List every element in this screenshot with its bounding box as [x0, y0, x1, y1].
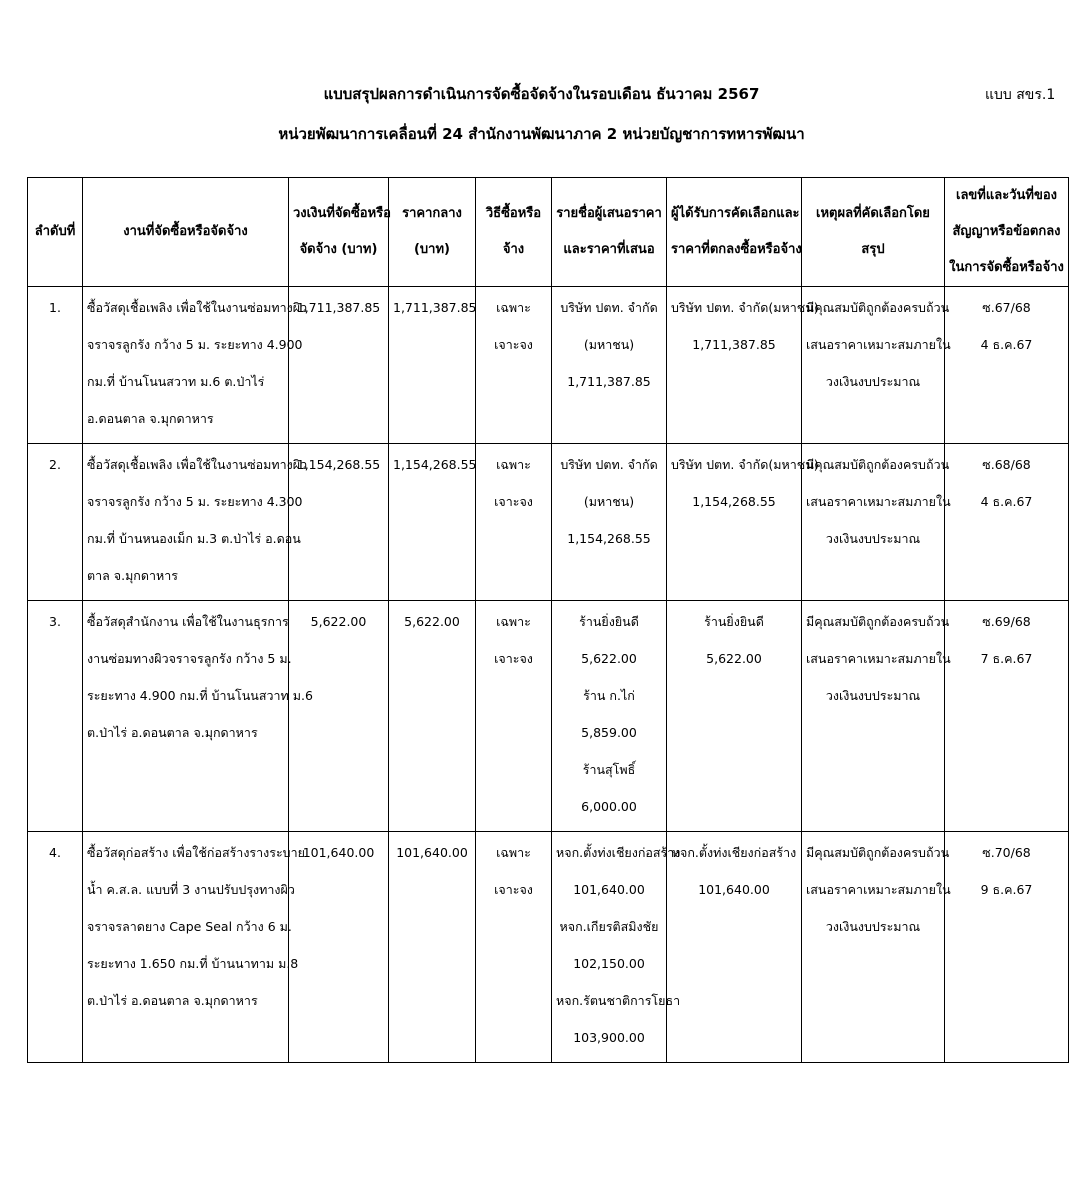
row-contract: ซ.70/68 9 ธ.ค.67: [945, 832, 1069, 1063]
row-selected: หจก.ตั้งท่งเชียงก่อสร้าง 101,640.00: [667, 832, 802, 1063]
table-row: [28, 601, 1069, 832]
row-budget: 5,622.00: [289, 601, 389, 832]
row-contract: ซ.68/68 4 ธ.ค.67: [945, 444, 1069, 601]
row-item: ซื้อวัสดุเชื้อเพลิง เพื่อใช้ในงานซ่อมทางผิว จราจรลูกรัง กว้าง 5 ม. ระยะทาง 4.900 กม.ที่ บ้านโนนสวาท ม.6 ต.ป่าไร่ อ.ดอนตาล จ.มุกดาหาร: [83, 287, 289, 444]
row-reason: มีคุณสมบัติถูกต้องครบถ้วน เสนอราคาเหมาะสมภายใน วงเงินงบประมาณ: [802, 444, 945, 601]
table-row: [28, 287, 1069, 444]
row-median-price: 101,640.00: [389, 832, 476, 1063]
row-budget: 1,154,268.55: [289, 444, 389, 601]
col-header-no: ลำดับที่: [28, 178, 83, 287]
col-header-bidders: รายชื่อผู้เสนอราคา และราคาที่เสนอ: [552, 178, 667, 287]
row-budget: 101,640.00: [289, 832, 389, 1063]
row-median-price: 1,711,387.85: [389, 287, 476, 444]
row-number: 4.: [28, 832, 83, 1063]
row-method: เฉพาะเจาะจง: [476, 832, 552, 1063]
col-header-reason: เหตุผลที่คัดเลือกโดยสรุป: [802, 178, 945, 287]
row-median-price: 1,154,268.55: [389, 444, 476, 601]
row-item: ซื้อวัสดุเชื้อเพลิง เพื่อใช้ในงานซ่อมทางผิว จราจรลูกรัง กว้าง 5 ม. ระยะทาง 4.300 กม.ที่ บ้านหนองเม็ก ม.3 ต.ป่าไร่ อ.ดอน ตาล จ.มุกดาหาร: [83, 444, 289, 601]
row-reason: มีคุณสมบัติถูกต้องครบถ้วน เสนอราคาเหมาะสมภายใน วงเงินงบประมาณ: [802, 287, 945, 444]
row-bidders: หจก.ตั้งท่งเชียงก่อสร้าง 101,640.00 หจก.เกียรติสมิงชัย 102,150.00 หจก.รัตนชาติการโยธา 103,900.00: [552, 832, 667, 1063]
col-header-contract: เลขที่และวันที่ของ สัญญาหรือข้อตกลง ในการจัดซื้อหรือจ้าง: [945, 178, 1069, 287]
row-bidders: ร้านยิ่งยินดี 5,622.00 ร้าน ก.ไก่ 5,859.00 ร้านสุโพธิ์ 6,000.00: [552, 601, 667, 832]
col-header-item: งานที่จัดซื้อหรือจัดจ้าง: [83, 178, 289, 287]
row-reason: มีคุณสมบัติถูกต้องครบถ้วน เสนอราคาเหมาะสมภายใน วงเงินงบประมาณ: [802, 601, 945, 832]
row-number: 2.: [28, 444, 83, 601]
document-title: แบบสรุปผลการดำเนินการจัดซื้อจัดจ้างในรอบเดือน ธันวาคม 2567: [323, 85, 760, 103]
document-subtitle: หน่วยพัฒนาการเคลื่อนที่ 24 สำนักงานพัฒนาภาค 2 หน่วยบัญชาการทหารพัฒนา: [278, 125, 805, 143]
row-contract: ซ.67/68 4 ธ.ค.67: [945, 287, 1069, 444]
row-method: เฉพาะเจาะจง: [476, 601, 552, 832]
row-selected: บริษัท ปตท. จำกัด(มหาชน) 1,711,387.85: [667, 287, 802, 444]
row-method: เฉพาะเจาะจง: [476, 287, 552, 444]
table-row: [28, 832, 1069, 1063]
row-item: ซื้อวัสดุสำนักงาน เพื่อใช้ในงานธุรการ งานซ่อมทางผิวจราจรลูกรัง กว้าง 5 ม. ระยะทาง 4.900 กม.ที่ บ้านโนนสวาท ม.6 ต.ป่าไร่ อ.ดอนตาล จ.มุกดาหาร: [83, 601, 289, 832]
col-header-selected: ผู้ได้รับการคัดเลือกและ ราคาที่ตกลงซื้อหรือจ้าง: [667, 178, 802, 287]
form-code: แบบ สขร.1: [985, 87, 1056, 103]
row-contract: ซ.69/68 7 ธ.ค.67: [945, 601, 1069, 832]
table-header-row: [28, 178, 1069, 287]
row-bidders: บริษัท ปตท. จำกัด (มหาชน) 1,711,387.85: [552, 287, 667, 444]
row-budget: 1,711,387.85: [289, 287, 389, 444]
table-row: [28, 444, 1069, 601]
row-bidders: บริษัท ปตท. จำกัด (มหาชน) 1,154,268.55: [552, 444, 667, 601]
row-median-price: 5,622.00: [389, 601, 476, 832]
row-reason: มีคุณสมบัติถูกต้องครบถ้วน เสนอราคาเหมาะสมภายใน วงเงินงบประมาณ: [802, 832, 945, 1063]
row-item: ซื้อวัสดุก่อสร้าง เพื่อใช้ก่อสร้างรางระบาย น้ำ ค.ส.ล. แบบที่ 3 งานปรับปรุงทางผิว จราจรลาดยาง Cape Seal กว้าง 6 ม. ระยะทาง 1.650 กม.ที่ บ้านนาทาม ม.8 ต.ป่าไร่ อ.ดอนตาล จ.มุกดาหาร: [83, 832, 289, 1063]
row-selected: ร้านยิ่งยินดี 5,622.00: [667, 601, 802, 832]
row-number: 1.: [28, 287, 83, 444]
row-number: 3.: [28, 601, 83, 832]
col-header-budget: วงเงินที่จัดซื้อหรือ จัดจ้าง (บาท): [289, 178, 389, 287]
procurement-summary-table: [27, 177, 1069, 1063]
row-selected: บริษัท ปตท. จำกัด(มหาชน) 1,154,268.55: [667, 444, 802, 601]
col-header-median-price: ราคากลาง (บาท): [389, 178, 476, 287]
row-method: เฉพาะเจาะจง: [476, 444, 552, 601]
col-header-method: วิธีซื้อหรือจ้าง: [476, 178, 552, 287]
